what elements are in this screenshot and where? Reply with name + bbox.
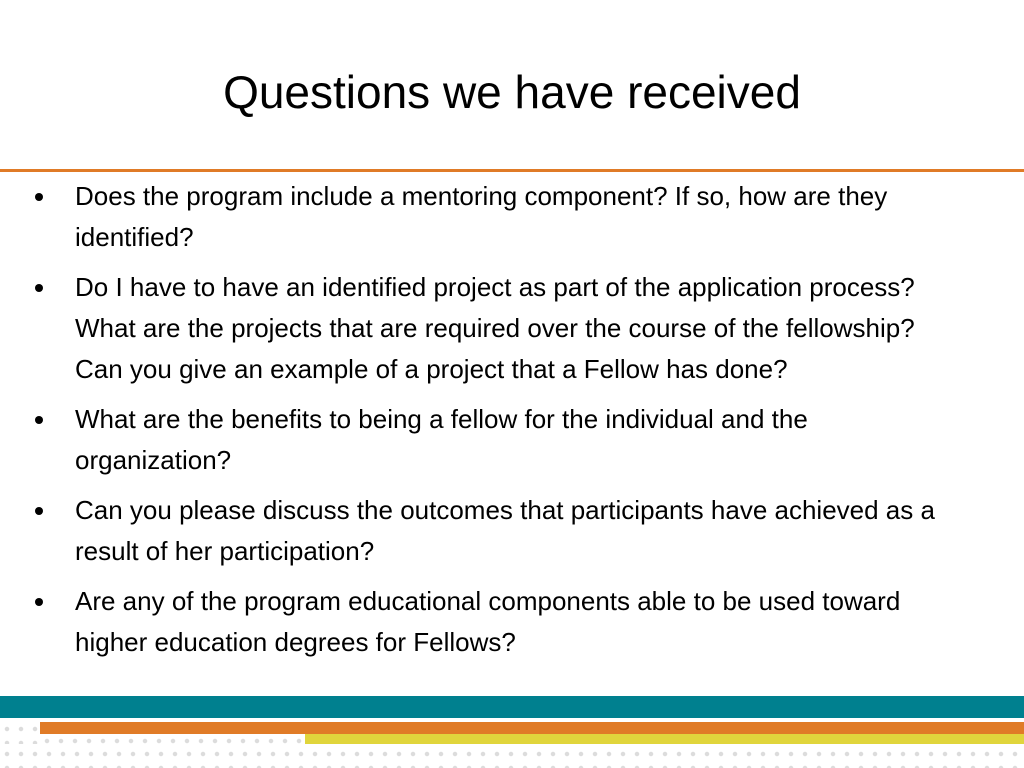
question-text: Are any of the program educational components able to be used toward higher education degrees for Fellows?: [75, 586, 901, 657]
question-item: [0, 581, 1024, 663]
question-list: [0, 176, 1024, 672]
question-text: What are the benefits to being a fellow for the individual and the organization?: [75, 404, 808, 475]
question-item: [0, 399, 1024, 481]
footer-dot-pattern-mid: [40, 734, 305, 744]
footer-yellow-band: [305, 734, 1024, 744]
bullet-icon: [35, 507, 43, 515]
slide-title: Questions we have received: [223, 66, 801, 118]
bullet-icon: [35, 416, 43, 424]
footer-dot-pattern: [0, 744, 1024, 768]
question-item: [0, 490, 1024, 572]
title-divider: [0, 169, 1024, 172]
footer-teal-band: [0, 696, 1024, 718]
footer-dot-pattern-left: [0, 722, 40, 744]
question-item: [0, 267, 1024, 390]
bullet-icon: [35, 193, 43, 201]
question-text: Does the program include a mentoring component? If so, how are they identified?: [75, 181, 888, 252]
footer-orange-band: [40, 722, 1024, 734]
question-text: Do I have to have an identified project as part of the application process? What are the projects that are required over the course of the fellowship? Can you give an example of a project that a Fellow has done?: [75, 272, 915, 384]
question-text: Can you please discuss the outcomes that participants have achieved as a result of her participation?: [75, 495, 935, 566]
question-item: [0, 176, 1024, 258]
bullet-icon: [35, 598, 43, 606]
bullet-icon: [35, 284, 43, 292]
